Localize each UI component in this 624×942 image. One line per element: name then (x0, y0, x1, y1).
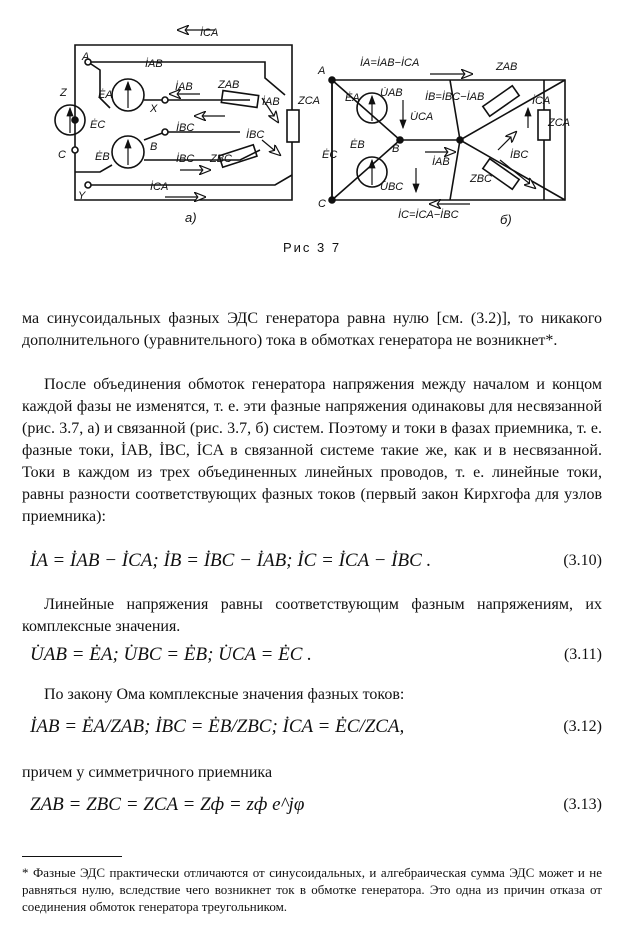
label-iab-b: İAB (432, 156, 450, 168)
equation-3-11-expr: U̇AB = ĖA; U̇BC = ĖB; U̇CA = ĖC . (30, 644, 312, 665)
label-ica-top: İCA (200, 27, 219, 39)
footnote: * Фазные ЭДС практически отличаются от синусоидальных, и алгебраическая сумма ЭДС может и не равняться нулю, вследствие чего возникнет ток в обмотке генератора. Это одна из причин отказа от соединения обмоток генератора треугольником. (22, 865, 602, 914)
label-ib-eq: İB=İBC−İAB (425, 91, 485, 103)
paragraph-5-block (22, 762, 602, 784)
equation-3-11 (22, 644, 602, 674)
equation-3-13-expr: ZAB = ZBC = ZCA = Zф = zф e^jφ (30, 794, 305, 815)
label-iab-top: İAB (145, 58, 163, 70)
footnote-divider (22, 856, 122, 857)
label-node-x: X (150, 103, 158, 115)
paragraph-2-block (22, 374, 602, 528)
label-zca-b: ZCA (548, 117, 570, 129)
label-zab-b: ZAB (496, 61, 518, 73)
resistor-zab-a (221, 91, 258, 108)
equation-3-11-number: (3.11) (563, 646, 602, 663)
resistor-zab-b (483, 86, 519, 116)
paragraph-5: причем у симметричного приемника (22, 764, 273, 781)
label-ica-bottom: İCA (150, 181, 169, 193)
label-node-c-b: C (318, 198, 326, 210)
label-uab-b: U̇AB (380, 87, 403, 99)
label-node-a: A (82, 51, 90, 63)
figure-caption: Рис 3 7 (282, 240, 342, 255)
label-node-b: B (150, 141, 158, 153)
equation-3-12-expr: İAB = ĖA/ZAB; İBC = ĖB/ZBC; İCA = ĖC/ZCA, (30, 716, 405, 737)
label-node-c: C (58, 149, 66, 161)
label-ec-b: ĖC (322, 149, 338, 161)
paragraph-4: По закону Ома комплексные значения фазных токов: (44, 686, 405, 703)
label-ica-b: İCA (532, 95, 551, 107)
label-ec-a: ĖC (90, 119, 106, 131)
paragraph-3-block (22, 594, 602, 638)
labels-b (317, 57, 570, 227)
label-node-a-b: A (318, 65, 326, 77)
label-node-b-b: B (392, 143, 400, 155)
equation-3-10 (22, 550, 602, 580)
label-ea-a: ĖA (98, 89, 113, 101)
label-ibc-mid: İBC (176, 153, 195, 165)
label-node-y: Y (78, 190, 86, 202)
label-ubc-b: U̇BC (380, 181, 404, 193)
equation-3-12-number: (3.12) (563, 718, 602, 735)
label-tag-a: а) (185, 210, 197, 225)
paragraph-4-block (22, 684, 602, 706)
labels-a (58, 27, 320, 225)
label-zbc-a: ZBC (210, 153, 232, 165)
label-ibc-right: İBC (246, 129, 265, 141)
label-zbc-b: ZBC (470, 173, 492, 185)
label-ibc-left: İBC (176, 122, 195, 134)
label-eb-b: ĖB (350, 139, 365, 151)
circuit-diagram (0, 0, 624, 270)
equation-3-12 (22, 716, 602, 746)
paragraph-2: После объединения обмоток генератора напряжения между началом и концом каждой фазы не изменятся, т. е. эти фазные напряжения одинаковы для несвязанной (рис. 3.7, а) и связанной (рис. 3.7, б) систем. Поэтому и токи в фазах приемника, т. е. фазные токи, İAB, İBC, İCA в связанной системе такие же, как и в несвязанной. Токи в каждом из трех объединенных линейных проводов, т. е. линейные токи, равны разности соответствующих фазных токов (первый закон Кирхгофа для узлов приемника): (22, 376, 602, 525)
label-iab-mid: İAB (175, 81, 193, 93)
label-eb-a: ĖB (95, 151, 110, 163)
label-zab-a: ZAB (218, 79, 240, 91)
label-tag-b: б) (500, 212, 512, 227)
label-iab-right: İAB (262, 96, 280, 108)
label-zca-a: ZCA (298, 95, 320, 107)
equation-3-10-number: (3.10) (563, 552, 602, 569)
label-uca-b: U̇CA (410, 111, 434, 123)
label-ea-b: ĖA (345, 92, 360, 104)
label-ic-eq: İC=İCA−İBC (398, 209, 459, 221)
equation-3-10-expr: İA = İAB − İCA; İB = İBC − İAB; İC = İCA − İBC . (30, 550, 432, 571)
paragraph-1: ма синусоидальных фазных ЭДС генератора равна нулю [см. (3.2)], то никакого дополнительного (уравнительного) тока в обмотках генератора не возникнет*. (22, 310, 602, 349)
label-ibc-b: İBC (510, 149, 529, 161)
paragraph-1-block (22, 308, 602, 352)
label-ia-eq: İA=İAB−İCA (360, 57, 420, 69)
resistor-zca-a (287, 110, 299, 142)
figure-3-7 (0, 0, 624, 270)
equation-3-13-number: (3.13) (563, 796, 602, 813)
label-node-z: Z (60, 87, 67, 99)
paragraph-3: Линейные напряжения равны соответствующим фазным напряжениям, их комплексные значения. (22, 596, 602, 635)
equation-3-13 (22, 794, 602, 824)
